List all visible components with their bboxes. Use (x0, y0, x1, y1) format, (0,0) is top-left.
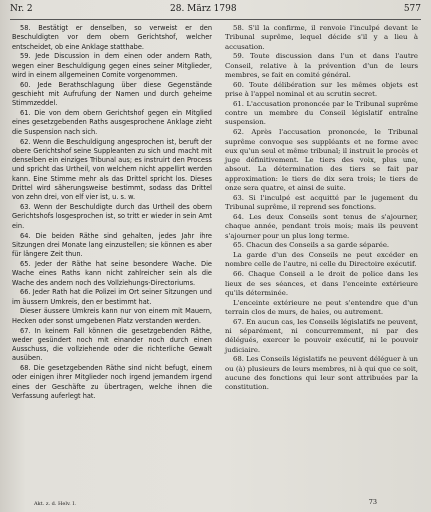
french-paragraph: 68. Les Conseils législatifs ne peuvent déléguer à un ou (à) plusieurs de leurs membres, ni à qui que ce soit, aucune des fonctions qui leur sont attribuées par la constitution. (225, 355, 418, 392)
page-header (10, 4, 421, 18)
german-paragraph: 58. Bestätigt er denselben, so verweist er den Beschuldigten vor dem obern Gerichtshof, welcher entscheidet, ob eine Anklage statthabe. (12, 24, 212, 51)
french-paragraph: 59. Toute discussion dans l'un et dans l'autre Conseil, relative à la prévention d'un de leurs membres, se fait en comité général. (225, 52, 418, 79)
french-paragraph: 60. Toute délibération sur les mêmes objets est prise à l'appel nominal et au scrutin secret. (225, 80, 418, 99)
german-paragraph: 66. Jeder Rath hat die Polizei im Ort seiner Sitzungen und im äussern Umkreis, den er bestimmt hat. (12, 288, 212, 306)
page-number: 577 (403, 4, 421, 14)
german-paragraph: 63. Wenn der Beschuldigte durch das Urtheil des obern Gerichtshofs losgesprochen ist, so tritt er wieder in sein Amt ein. (12, 203, 212, 230)
header-rule (10, 19, 421, 20)
german-paragraph: 59. Jede Discussion in dem einen oder andern Rath, wegen einer Beschuldigung gegen eines seiner Mitglieder, wird in einem allgemeinen Comite vorgenommen. (12, 52, 212, 79)
german-paragraph: Dieser äussere Umkreis kann nur von einem mit Mauern, Hecken oder sonst umgebenen Platz verstanden werden. (12, 307, 212, 325)
german-paragraph: 62. Wenn die Beschuldigung angesprochen ist, beruft der obere Gerichtshof seine Suppleanten zu sich und macht mit denselben ein einziges Tribunal aus; es instruirt den Process und spricht das Urtheil, von welchem nicht appellirt werden kann. Eine Stimme mehr als das Drittel spricht los. Dieses Drittel wird säherungsweise bestimmt, sodass das Drittel von zehn drei, von elf vier ist, u. s. w. (12, 137, 212, 202)
french-paragraph: 61. L'accusation prononcée par le Tribunal suprême contre un membre du Conseil législatif entraîne suspension. (225, 99, 418, 127)
issue-number: Nr. 2 (10, 4, 33, 14)
german-paragraph: 65. Jeder der Räthe hat seine besondere Wache. Die Wache eines Raths kann nicht zahlreicher sein als die Wache des andern noch des Vollziehungs-Directoriums. (12, 259, 212, 287)
french-paragraph: 65. Chacun des Conseils a sa garde séparée. (233, 241, 390, 250)
footer-source: Akt. z. d. Helv. I. (34, 501, 76, 507)
french-paragraph: 58. S'il la confirme, il renvoie l'inculpé devant le Tribunal suprême, lequel décide s'il y a lieu à accusation. (225, 24, 418, 51)
german-paragraph: 67. In keinem Fall können die gesetzgebenden Räthe, weder gesündert noch mit einander noch durch einen Ausschuss, die vollziehende oder die richterliche Gewalt ausüben. (12, 326, 212, 363)
german-paragraph: 60. Jede Berathschlagung über diese Gegenstände geschieht mit Aufrufung der Namen und durch geheime Stimmzeddel. (12, 80, 212, 108)
german-paragraph: 61. Die von dem obern Gerichtshof gegen ein Mitglied eines gesetzgebenden Raths ausgesprochene Anklage zieht die Suspension nach sich. (12, 109, 212, 136)
page-date: 28. März 1798 (170, 4, 237, 14)
french-paragraph: 66. Chaque Conseil a le droit de police dans les lieux de ses séances, et dans l'enceinte extérieure qu'ils déterminée. (225, 270, 418, 297)
german-paragraph: 64. Die beiden Räthe sind gehalten, jedes Jahr ihre Sitzungen drei Monate lang einzustellen; sie können es aber für längere Zeit thun. (12, 231, 212, 259)
german-column (12, 24, 212, 402)
german-paragraph: 68. Die gesetzgebenden Räthe sind nicht befugt, einem oder einigen ihrer Mitglieder noch irgend jemandem irgend eines der Geschäfte zu übertragen, welche ihnen die Verfassung auferlegt hat. (12, 364, 212, 401)
french-paragraph: 63. Si l'inculpé est acquitté par le jugement du Tribunal suprême, il reprend ses fonctions. (225, 193, 418, 212)
french-paragraph: L'enceinte extérieure ne peut s'entendre que d'un terrain clos de murs, de haies, ou autrement. (225, 298, 418, 316)
french-paragraph: 67. En aucun cas, les Conseils législatifs ne peuvent, ni séparément, ni concurremment, ni par des délégués, exercer le pouvoir exécutif, ni le pouvoir judiciaire. (225, 317, 418, 354)
french-paragraph: La garde d'un des Conseils ne peut excéder en nombre celle de l'autre, ni celle du Directoire exécutif. (225, 251, 418, 269)
footer-sheet-number: 73 (368, 498, 377, 506)
french-column (225, 24, 418, 393)
french-paragraph: 62. Après l'accusation prononcée, le Tribunal suprême convoque ses suppléants et ne forme avec eux qu'un seul et même tribunal; il instruit le procès et juge définitivement. Le tiers des voix, plus une, absout. La détermination des tiers se fait par approximation: le tiers de dix sera trois; le tiers de onze sera quatre, et ainsi de suite. (225, 128, 418, 193)
french-paragraph: 64. Les deux Conseils sont tenus de s'ajourner, chaque année, pendant trois mois; mais ils peuvent s'ajourner pour un plus long terme. (225, 212, 418, 240)
